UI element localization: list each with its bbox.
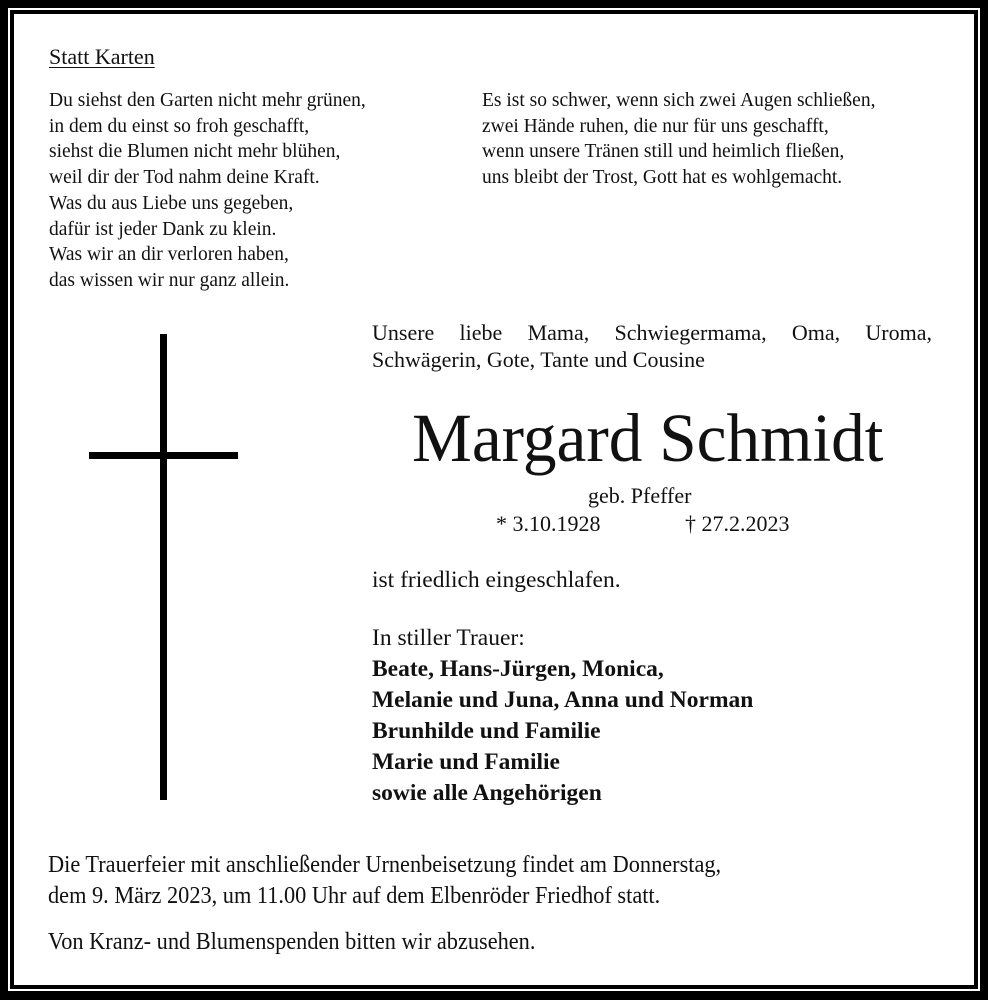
mourner: sowie alle Angehörigen: [372, 780, 602, 806]
poem-line: Es ist so schwer, wenn sich zwei Augen schließen,: [482, 90, 876, 111]
poem-line: wenn unsere Tränen still und heimlich fließen,: [482, 141, 845, 163]
cross-icon: [160, 334, 167, 800]
poem-line: in dem du einst so froh geschafft,: [49, 115, 310, 137]
poem-line: Was du aus Liebe uns gegeben,: [49, 192, 294, 214]
poem-right: [482, 88, 875, 191]
poem-line: zwei Hände ruhen, die nur für uns geschafft,: [482, 115, 829, 137]
deceased-name: Margard Schmidt: [412, 400, 884, 476]
poem-line: Du siehst den Garten nicht mehr grünen,: [49, 90, 366, 111]
intro-line: Unsere liebe Mama, Schwiegermama, Oma, Uroma,: [372, 320, 932, 345]
mourner: Beate, Hans-Jürgen, Monica,: [372, 656, 664, 682]
passing-text: ist friedlich eingeschlafen.: [372, 567, 621, 593]
mourners-block: [372, 623, 753, 809]
poem-left: [49, 88, 366, 294]
maiden-name: geb. Pfeffer: [588, 483, 692, 508]
mourner: Melanie und Juna, Anna und Norman: [372, 687, 754, 713]
death-date: † 27.2.2023: [685, 511, 790, 536]
poem-line: uns bleibt der Trost, Gott hat es wohlgemacht.: [482, 167, 843, 189]
poem-line: weil dir der Tod nahm deine Kraft.: [49, 167, 320, 189]
birth-date: * 3.10.1928: [496, 511, 601, 536]
mourning-label: In stiller Trauer:: [372, 625, 525, 651]
poem-line: dafür ist jeder Dank zu klein.: [49, 218, 277, 240]
mourner: Brunhilde und Familie: [372, 718, 601, 744]
relationship-intro: [372, 320, 932, 373]
poem-line: Was wir an dir verloren haben,: [49, 244, 289, 266]
service-details: [48, 850, 721, 912]
mourner: Marie und Familie: [372, 749, 560, 775]
intro-line: Schwägerin, Gote, Tante und Cousine: [372, 346, 705, 372]
service-line: dem 9. März 2023, um 11.00 Uhr auf dem Elbenröder Friedhof statt.: [48, 883, 661, 909]
service-line: Die Trauerfeier mit anschließender Urnenbeisetzung findet am Donnerstag,: [48, 852, 722, 878]
notice-heading: Statt Karten: [49, 44, 155, 69]
cross-icon-crossbar: [89, 452, 238, 459]
poem-line: siehst die Blumen nicht mehr blühen,: [49, 141, 341, 163]
donation-note: Von Kranz- und Blumenspenden bitten wir abzusehen.: [48, 929, 536, 955]
poem-line: das wissen wir nur ganz allein.: [49, 269, 290, 291]
